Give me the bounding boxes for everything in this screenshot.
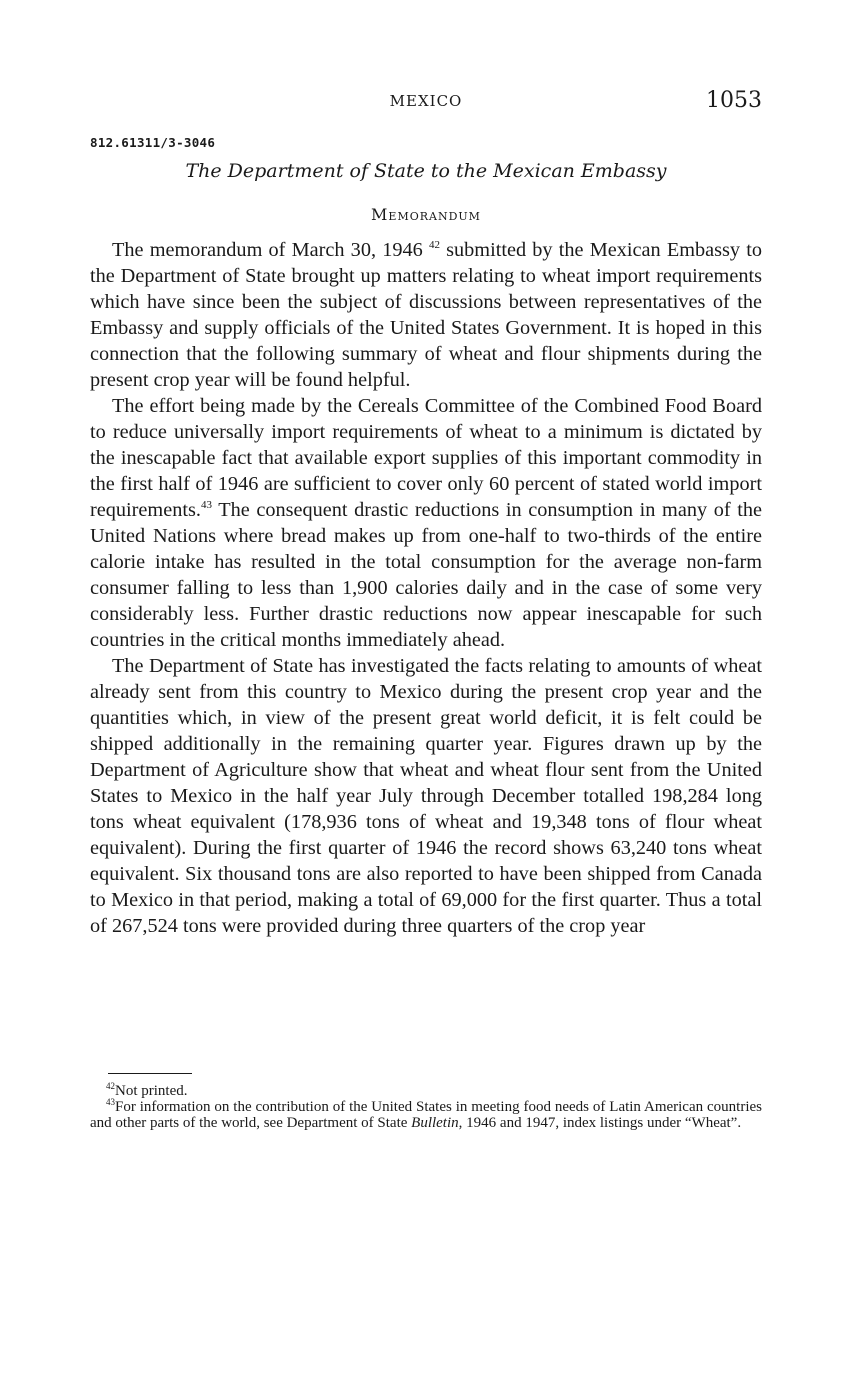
footnote-43 xyxy=(90,1099,762,1131)
file-number: 812.61311/3-3046 xyxy=(90,135,216,150)
footnote-divider xyxy=(108,1073,192,1074)
document-title: The Department of State to the Mexican Embassy xyxy=(185,160,667,182)
footnote-text: , 1946 and 1947, index listings under “Wheat”. xyxy=(458,1115,742,1131)
running-title: MEXICO xyxy=(389,92,463,110)
footnote-ref-42: 42 xyxy=(428,239,440,252)
footnote-text: Not printed. xyxy=(115,1083,188,1099)
running-head xyxy=(90,88,762,118)
memorandum-body xyxy=(90,237,762,939)
paragraph-3 xyxy=(90,653,762,939)
page-number: 1053 xyxy=(706,88,762,113)
footnote-42 xyxy=(90,1083,762,1099)
footnotes xyxy=(90,1083,762,1131)
footnote-mark: 42 xyxy=(106,1081,115,1091)
document-type: Memorandum xyxy=(371,205,481,224)
paragraph-text: submitted by the Mexican Embassy to the Department of State brought up matters relating to wheat import requirements which have since been the subject of discussions between representatives of the Embassy and supply officials of the United States Government. It is hoped in this connection that the following summary of wheat and flour shipments during the present crop year will be found helpful. xyxy=(90,239,762,391)
paragraph-text: The effort being made by the Cereals Committee of the Combined Food Board to reduce universally import requirements of wheat to a minimum is dictated by the inescapable fact that available export supplies of this important commodity in the first half of 1946 are sufficient to cover only 60 percent of stated world import requirements. xyxy=(90,395,762,521)
paragraph-text: The memorandum of March 30, 1946 xyxy=(112,239,429,261)
footnote-ref-43: 43 xyxy=(200,499,212,512)
footnote-italic: Bulletin xyxy=(411,1115,459,1131)
paragraph-1 xyxy=(90,237,762,393)
paragraph-2 xyxy=(90,393,762,653)
paragraph-text: The Department of State has investigated the facts relating to amounts of wheat already sent from this country to Mexico during the present crop year and the quantities which, in view of the present great world deficit, it is felt could be shipped additionally in the remaining quarter year. Figures drawn up by the Department of Agriculture show that wheat and wheat flour sent from the United States to Mexico in the half year July through December totalled 198,284 long tons wheat equivalent (178,936 tons of wheat and 19,348 tons of flour wheat equivalent). During the first quarter of 1946 the record shows 63,240 tons wheat equivalent. Six thousand tons are also reported to have been shipped from Canada to Mexico in that period, making a total of 69,000 for the first quarter. Thus a total of 267,524 tons were provided during three quarters of the crop year xyxy=(90,655,762,937)
paragraph-text: The consequent drastic reductions in consumption in many of the United Nations where bread makes up from one-half to two-thirds of the entire calorie intake has resulted in the total consumption for the average non-farm consumer falling to less than 1,900 calories daily and in the case of some very considerably less. Further drastic reductions now appear inescapable for such countries in the critical months immediately ahead. xyxy=(90,499,762,651)
footnote-text: For information on the contribution of the United States in meeting food needs of Latin American countries and other parts of the world, see Department of State xyxy=(90,1099,762,1131)
footnote-mark: 43 xyxy=(106,1097,115,1107)
